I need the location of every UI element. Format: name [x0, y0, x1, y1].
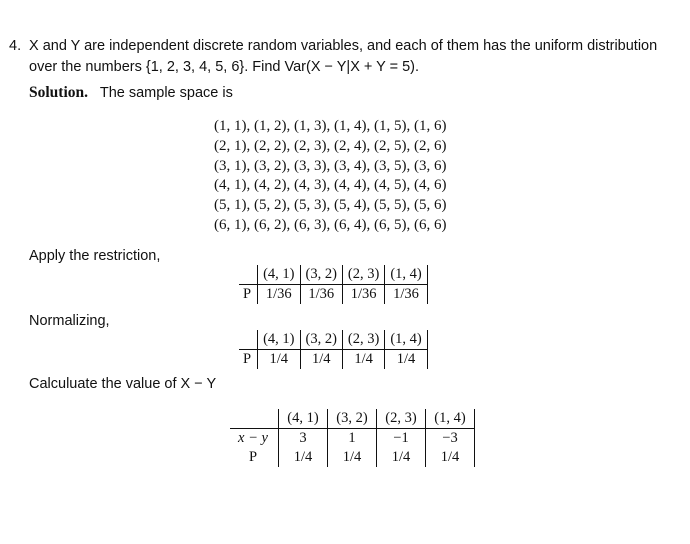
table-cell: 1/4	[328, 448, 377, 467]
normalized-table	[239, 330, 428, 369]
problem-statement-line-1: X and Y are independent discrete random variables, and each of them has the uniform distribution	[29, 38, 658, 54]
table-cell: (4, 1)	[258, 265, 300, 285]
sample-space-row: (6, 1), (6, 2), (6, 3), (6, 4), (6, 5), (6, 6)	[214, 216, 447, 233]
sample-space-row: (1, 1), (1, 2), (1, 3), (1, 4), (1, 5), (1, 6)	[214, 118, 447, 134]
table-cell: (3, 2)	[300, 265, 342, 285]
table-cell: (2, 3)	[377, 409, 426, 429]
table-cell: 1/36	[342, 285, 384, 305]
table-cell: (1, 4)	[385, 330, 427, 350]
table-header-empty	[239, 330, 258, 350]
table-row-label: P	[239, 285, 258, 305]
table-cell: 1	[328, 429, 377, 449]
sample-space	[214, 117, 446, 236]
sample-space-row: (4, 1), (4, 2), (4, 3), (4, 4), (4, 5), (4, 6)	[214, 177, 447, 194]
table-cell: (4, 1)	[279, 409, 328, 429]
table-row-label: x − y	[230, 429, 279, 449]
problem-statement-line-2: over the numbers {1, 2, 3, 4, 5, 6}. Find Var(X − Y|X + Y = 5).	[29, 59, 419, 75]
step-difference-label: Calculuate the value of X − Y	[29, 376, 217, 392]
solution-label: Solution.	[29, 84, 89, 101]
restriction-table	[239, 265, 428, 304]
table-cell: (3, 2)	[300, 330, 342, 350]
table-row-label: P	[230, 448, 279, 467]
table-cell: 1/36	[385, 285, 427, 305]
problem-number: 4.	[9, 38, 22, 54]
table-header-empty	[239, 265, 258, 285]
table-cell: 1/36	[258, 285, 300, 305]
table-row-label: P	[239, 350, 258, 370]
step-normalizing-label: Normalizing,	[29, 313, 110, 329]
table-cell: 1/36	[300, 285, 342, 305]
table-cell: 1/4	[385, 350, 427, 370]
sample-space-row: (3, 1), (3, 2), (3, 3), (3, 4), (3, 5), (3, 6)	[214, 157, 447, 174]
table-cell: (3, 2)	[328, 409, 377, 429]
table-cell: 1/4	[258, 350, 300, 370]
table-cell: (1, 4)	[385, 265, 427, 285]
table-header-empty	[230, 409, 279, 429]
solution-intro	[29, 84, 233, 102]
table-cell: (2, 3)	[342, 265, 384, 285]
table-cell: 1/4	[377, 448, 426, 467]
step-restriction-label: Apply the restriction,	[29, 248, 161, 264]
table-cell: (2, 3)	[342, 330, 384, 350]
table-cell: (4, 1)	[258, 330, 300, 350]
table-cell: 3	[279, 429, 328, 449]
solution-intro-text: The sample space is	[99, 85, 233, 101]
table-cell: 1/4	[426, 448, 475, 467]
difference-table	[230, 409, 475, 467]
sample-space-row: (5, 1), (5, 2), (5, 3), (5, 4), (5, 5), (5, 6)	[214, 197, 447, 214]
table-cell: (1, 4)	[426, 409, 475, 429]
table-cell: 1/4	[300, 350, 342, 370]
table-cell: 1/4	[342, 350, 384, 370]
table-cell: −1	[377, 429, 426, 449]
table-cell: 1/4	[279, 448, 328, 467]
table-cell: −3	[426, 429, 475, 449]
sample-space-row: (2, 1), (2, 2), (2, 3), (2, 4), (2, 5), (2, 6)	[214, 137, 447, 154]
